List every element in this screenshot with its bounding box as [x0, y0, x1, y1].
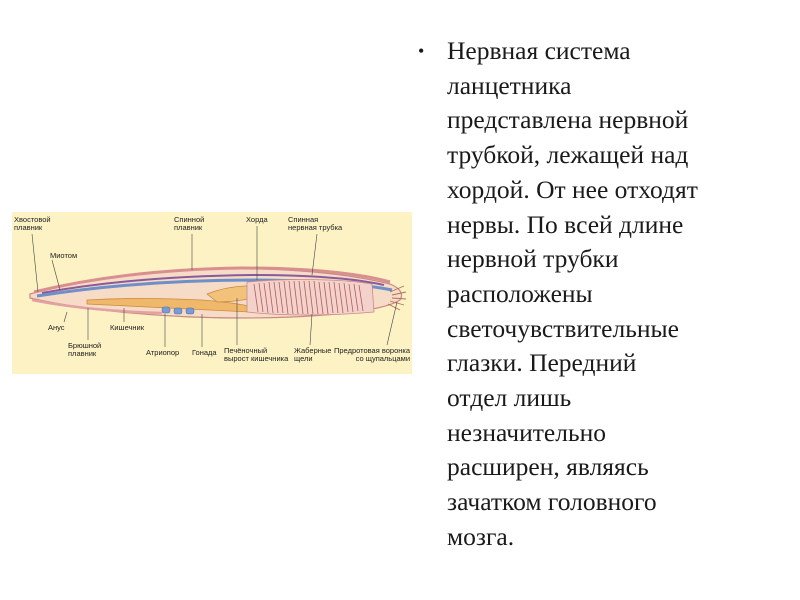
- label-tail-fin: Хвостовой плавник: [14, 215, 51, 232]
- text-line: светочувствительные: [447, 313, 679, 343]
- bullet-marker: •: [418, 41, 425, 61]
- text-line: мозга.: [447, 521, 515, 551]
- text-line: расширен, являясь: [447, 452, 649, 482]
- text-line: отдел лишь: [447, 383, 572, 413]
- label-ventral-fin: Брюшной плавник: [68, 341, 102, 358]
- lancelet-diagram: [12, 212, 412, 374]
- text-line: ланцетника: [447, 70, 572, 100]
- label-hepatic-outgrowth: Печёночный вырост кишечника: [224, 346, 289, 363]
- text-line: Нервная система: [447, 36, 631, 65]
- label-gill-slits: Жаберные щели: [294, 346, 332, 363]
- label-myotome: Миотом: [50, 251, 78, 260]
- label-anus: Анус: [48, 323, 65, 332]
- text-line: незначительно: [447, 417, 606, 447]
- text-line: трубкой, лежащей над: [447, 140, 689, 170]
- description-text: [418, 34, 788, 555]
- gonad-shapes: [162, 307, 194, 314]
- label-intestine: Кишечник: [110, 323, 145, 332]
- text-line: расположены: [447, 278, 593, 308]
- label-neural-tube: Спинная нервная трубка: [288, 215, 343, 232]
- label-preoral-funnel: Предротовая воронка со щупальцами: [334, 346, 411, 363]
- text-line: зачатком головного: [447, 487, 657, 517]
- text-line: глазки. Передний: [447, 348, 637, 378]
- text-line: представлена нервной: [447, 105, 689, 135]
- label-gonad: Гонада: [192, 348, 217, 357]
- text-line: нервы. По всей длине: [447, 209, 684, 239]
- label-dorsal-fin: Спинной плавник: [174, 215, 205, 232]
- label-notochord: Хорда: [246, 215, 268, 224]
- text-line: нервной трубки: [447, 244, 619, 274]
- text-line: хордой. От нее отходят: [447, 174, 698, 204]
- label-atriopore: Атриопор: [146, 348, 180, 357]
